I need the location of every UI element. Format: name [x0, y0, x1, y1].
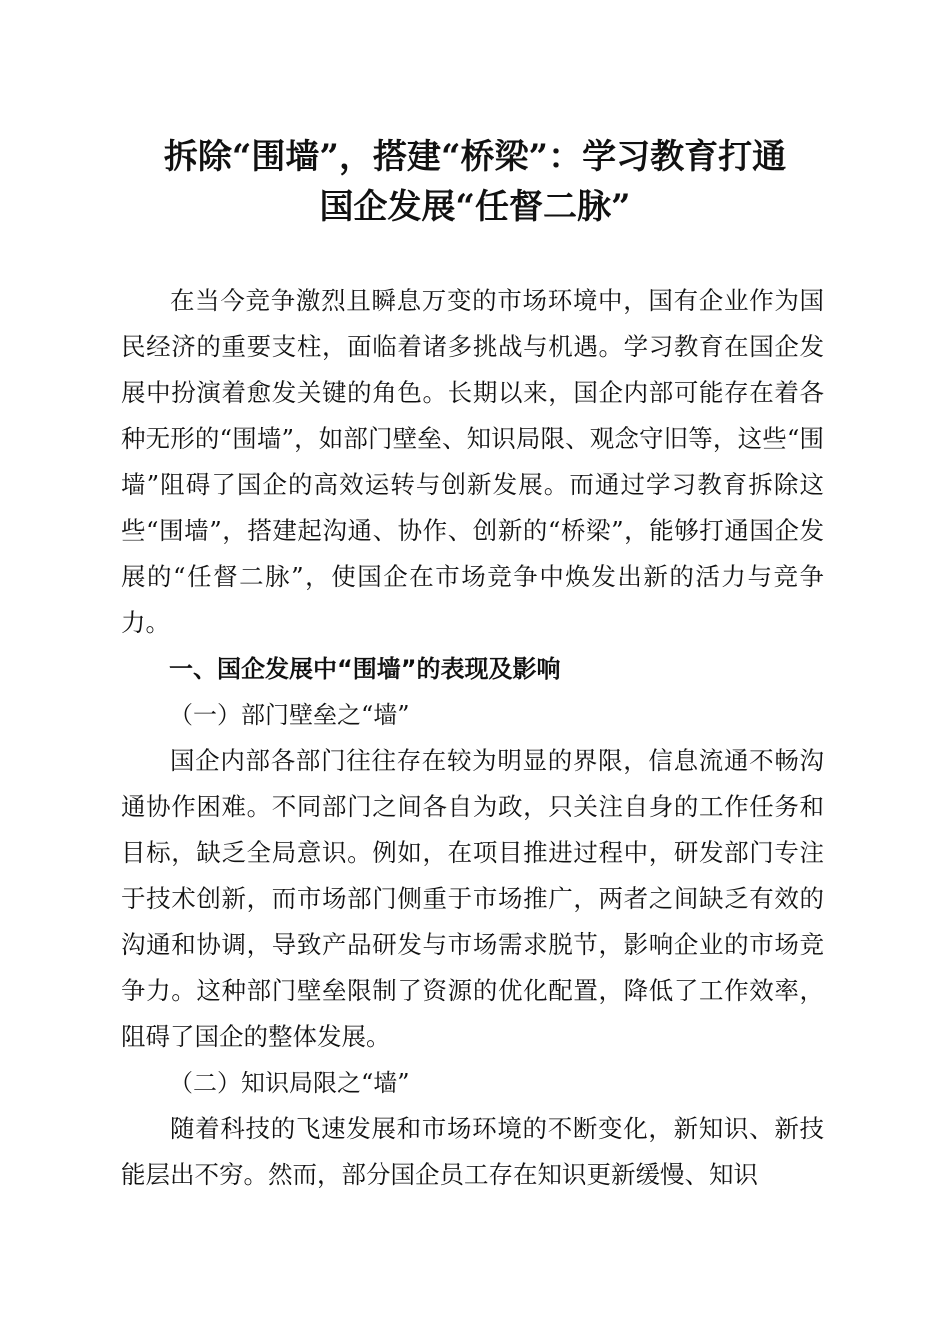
subsection-2-heading: （二）知识局限之“墙” — [169, 1069, 410, 1097]
document-title — [100, 132, 850, 232]
title-line-1: 拆除“围墙”，搭建“桥梁”：学习教育打通 — [163, 137, 787, 177]
title-line-2: 国企发展“任督二脉” — [319, 187, 631, 227]
subsection-2-paragraph: 随着科技的飞速发展和市场环境的不断变化，新知识、新技能层出不穷。然而，部分国企员工存在知识更新缓慢、知识 — [121, 1114, 824, 1189]
section-1-heading: 一、国企发展中“围墙”的表现及影响 — [169, 655, 561, 683]
document-body — [121, 278, 824, 1198]
subsection-1-paragraph: 国企内部各部门往往存在较为明显的界限，信息流通不畅沟通协作困难。不同部门之间各自为政，只关注自身的工作任务和目标，缺乏全局意识。例如，在项目推进过程中，研发部门专注于技术创新，而市场部门侧重于市场推广，两者之间缺乏有效的沟通和协调，导致产品研发与市场需求脱节，影响企业的市场竞争力。这种部门壁垒限制了资源的优化配置，降低了工作效率，阻碍了国企的整体发展。 — [121, 746, 824, 1051]
intro-paragraph: 在当今竞争激烈且瞬息万变的市场环境中，国有企业作为国民经济的重要支柱，面临着诸多挑战与机遇。学习教育在国企发展中扮演着愈发关键的角色。长期以来，国企内部可能存在着各种无形的“围墙”，如部门壁垒、知识局限、观念守旧等，这些“围墙”阻碍了国企的高效运转与创新发展。而通过学习教育拆除这些“围墙”，搭建起沟通、协作、创新的“桥梁”，能够打通国企发展的“任督二脉”，使国企在市场竞争中焕发出新的活力与竞争力。 — [121, 286, 824, 637]
subsection-1-heading: （一）部门壁垒之“墙” — [169, 701, 410, 729]
